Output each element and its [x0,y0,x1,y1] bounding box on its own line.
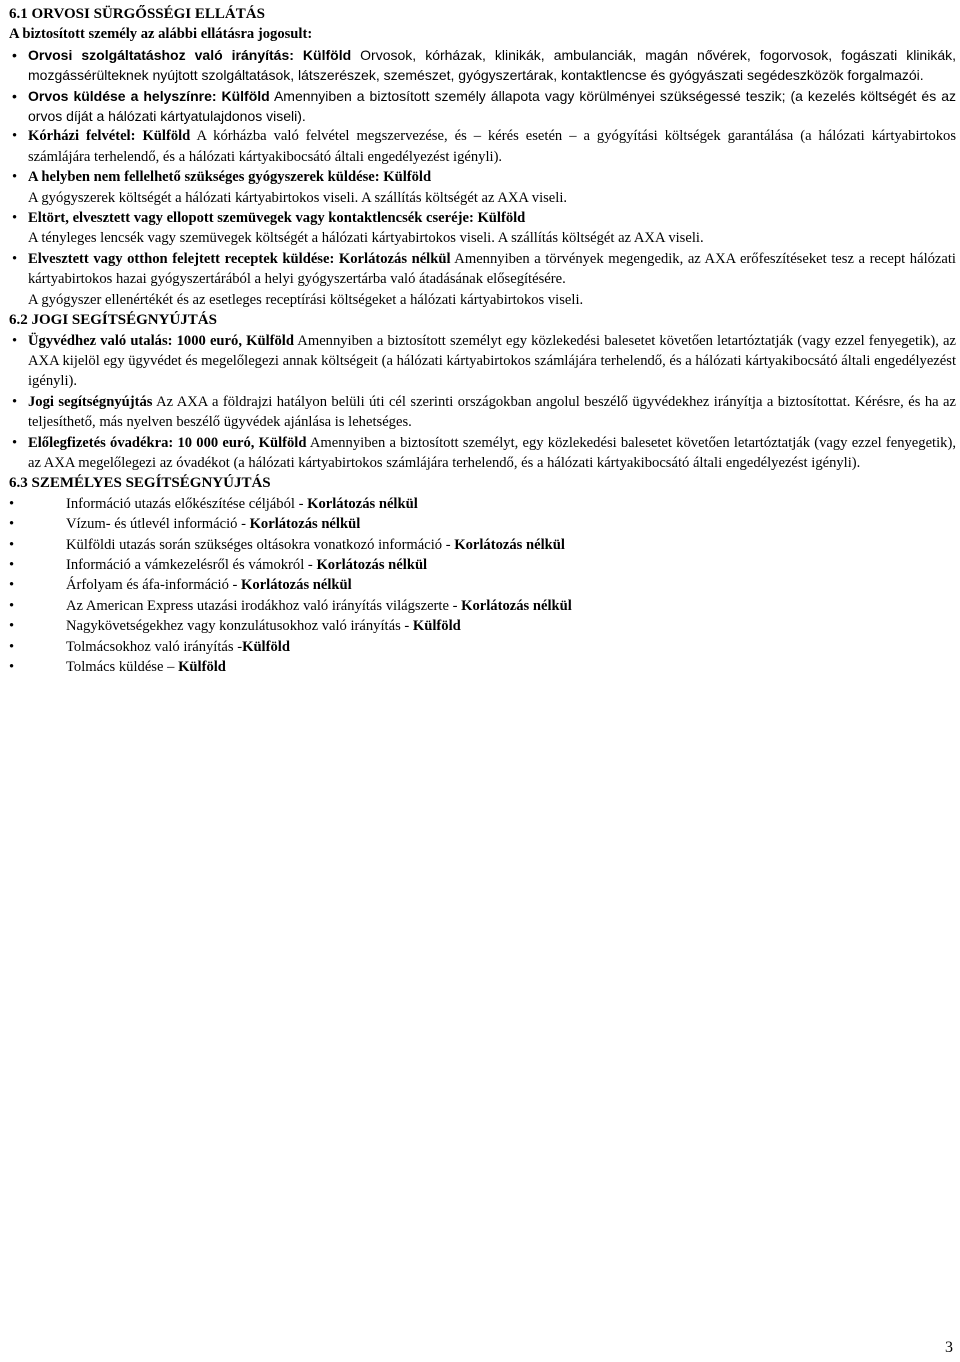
item-text: Amennyiben a törvények megengedik, az AXA erőfeszítéseket tesz a recept hálózati kártyabirtokos hazai gyógyszertárából a helyi gyógyszertárba való átadásának elősegítésére. [28,250,956,288]
bullet: • [12,250,18,267]
list-item [9,331,956,392]
item-text: A gyógyszerek költségét a hálózati kártyabirtokos viseli. A szállítás költségét az AXA viseli. [28,189,568,206]
item-limit: Korlátozás nélkül [454,536,565,553]
personal-assistance-list [9,494,956,678]
item-text: Az AXA a földrajzi hatályon belüli úti cél szerinti országokban angolul beszélő ügyvédekhez irányítja a biztosítottat. Kérésre, és ha az teljesíthető, más nyelven beszélő ügyvédek ajánlása is lehetséges. [28,393,956,431]
bullet: • [9,577,15,594]
item-heading: Előlegfizetés óvadékra: 10 000 euró, Külföld [28,434,307,451]
item-text: Árfolyam és áfa-információ - [66,577,242,594]
list-item [9,126,956,167]
list-item [9,514,956,534]
list-item [9,208,956,249]
item-text: Tolmácsokhoz való irányítás - [66,638,243,655]
list-item [9,45,956,86]
item-text: Amennyiben a biztosított személyt, egy közlekedési balesetet követően letartóztatják (vagy ezzel fenyegetik), az AXA megelőlegezi az óvadékot (a hálózati kártyabirtokos számlájára terhelendő, és a hálózati kártyakibocsátó általi engedélyezést igényli). [28,434,956,471]
item-limit: Külföld [412,618,461,635]
item-limit: Külföld [178,659,226,675]
item-text: Tolmács küldése – [66,659,179,675]
item-heading: Orvos küldése a helyszínre: Külföld [28,87,270,104]
bullet: • [12,128,18,145]
item-text: A kórházba való felvétel megszervezése, és – kérés esetén – a gyógyítási költségek garantálása (a hálózati kártyabirtokos számlájára terhelendő, és a hálózati kártyakibocsátó általi engedélyezést igényli). [28,128,956,165]
list-item [9,392,956,433]
bullet: • [12,46,17,63]
bullet: • [12,210,18,227]
bullet: • [12,332,18,349]
bullet: • [9,597,15,614]
item-text: Külföldi utazás során szükséges oltásokra vonatkozó információ - [66,536,455,553]
list-item [9,555,956,575]
item-heading: Orvosi szolgáltatáshoz való irányítás: Külföld [28,46,352,63]
item-text: Orvosok, kórházak, klinikák, ambulanciák, magán nővérek, fogorvosok, fogászati klinikák, mozgássérülteknek nyújtott szolgáltatások, látszerészek, szemészet, gyógyszertárak, kontaktlencse és gyógyászati segédeszközök forgalmazói. [28,46,956,84]
section-6-1-title: 6.1 ORVOSI SÜRGŐSSÉGI ELLÁTÁS [9,6,265,22]
item-limit: Korlátozás nélkül [461,597,572,614]
bullet: • [9,536,15,553]
list-item [9,494,956,514]
list-item [9,535,956,555]
item-text: A tényleges lencsék vagy szemüvegek költségét a hálózati kártyabirtokos viseli. A szállítás költségét az AXA viseli. [28,230,704,247]
item-text: Információ utazás előkészítése céljából - [66,495,308,512]
section-6-1-intro: A biztosított személy az alábbi ellátásra jogosult: [9,26,313,43]
item-limit: Külföld [242,638,290,655]
bullet: • [9,495,15,512]
item-text: Az American Express utazási irodákhoz való irányítás világszerte - [66,597,462,614]
item-heading: Elvesztett vagy otthon felejtett receptek küldése: Korlátozás nélkül [28,250,451,267]
list-item [9,433,956,474]
list-item [9,86,956,127]
section-6-2-title: 6.2 JOGI SEGÍTSÉGNYÚJTÁS [9,312,217,329]
bullet: • [12,393,18,410]
bullet: • [12,87,17,104]
bullet: • [9,638,15,655]
list-item [9,575,956,595]
list-item [9,249,956,310]
item-text: A gyógyszer ellenértékét és az esetleges receptírási költségeket a hálózati kártyabirtokos viseli. [28,291,584,308]
list-item [9,616,956,636]
item-heading: Ügyvédhez való utalás: 1000 euró, Külföld [28,332,294,349]
item-text: Amennyiben a biztosított személyt egy közlekedési balesetet követően letartóztatják (vagy ezzel fenyegetik), az AXA kijelöl egy ügyvédet és megelőlegezi annak költségeit (a hálózati kártyabirtokos számlájára terhelendő, és a hálózati kártyakibocsátó általi engedélyezést igényli). [28,332,956,390]
item-heading: A helyben nem fellelhető szükséges gyógyszerek küldése: Külföld [28,169,432,186]
document-page [9,4,956,677]
list-item [9,637,956,657]
bullet: • [9,618,15,635]
bullet: • [12,434,18,451]
list-item [9,167,956,208]
item-text: Vízum- és útlevél információ - [66,516,250,533]
bullet: • [9,556,15,573]
item-heading: Jogi segítségnyújtás [28,393,153,410]
item-heading: Eltört, elvesztett vagy ellopott szemüvegek vagy kontaktlencsék cseréje: Külföld [28,210,526,227]
bullet: • [12,169,18,186]
item-text: Információ a vámkezelésről és vámokról - [66,556,317,573]
bullet: • [9,516,15,533]
item-text: Nagykövetségekhez vagy konzulátusokhoz való irányítás - [66,618,413,635]
list-item [9,657,956,677]
list-item [9,596,956,616]
item-limit: Korlátozás nélkül [316,556,428,573]
section-6-3-title: 6.3 SZEMÉLYES SEGÍTSÉGNYÚJTÁS [9,475,271,492]
item-limit: Korlátozás nélkül [241,577,352,594]
page-number: 3 [945,1339,953,1356]
item-heading: Kórházi felvétel: Külföld [28,128,191,145]
bullet: • [9,659,15,675]
item-limit: Korlátozás nélkül [307,495,418,512]
item-text: Amennyiben a biztosított személy állapota vagy körülményei szükségessé teszik; (a kezelés költségét és az orvos díját a hálózati kártyatulajdonos viseli). [28,87,956,125]
item-limit: Korlátozás nélkül [249,516,361,533]
